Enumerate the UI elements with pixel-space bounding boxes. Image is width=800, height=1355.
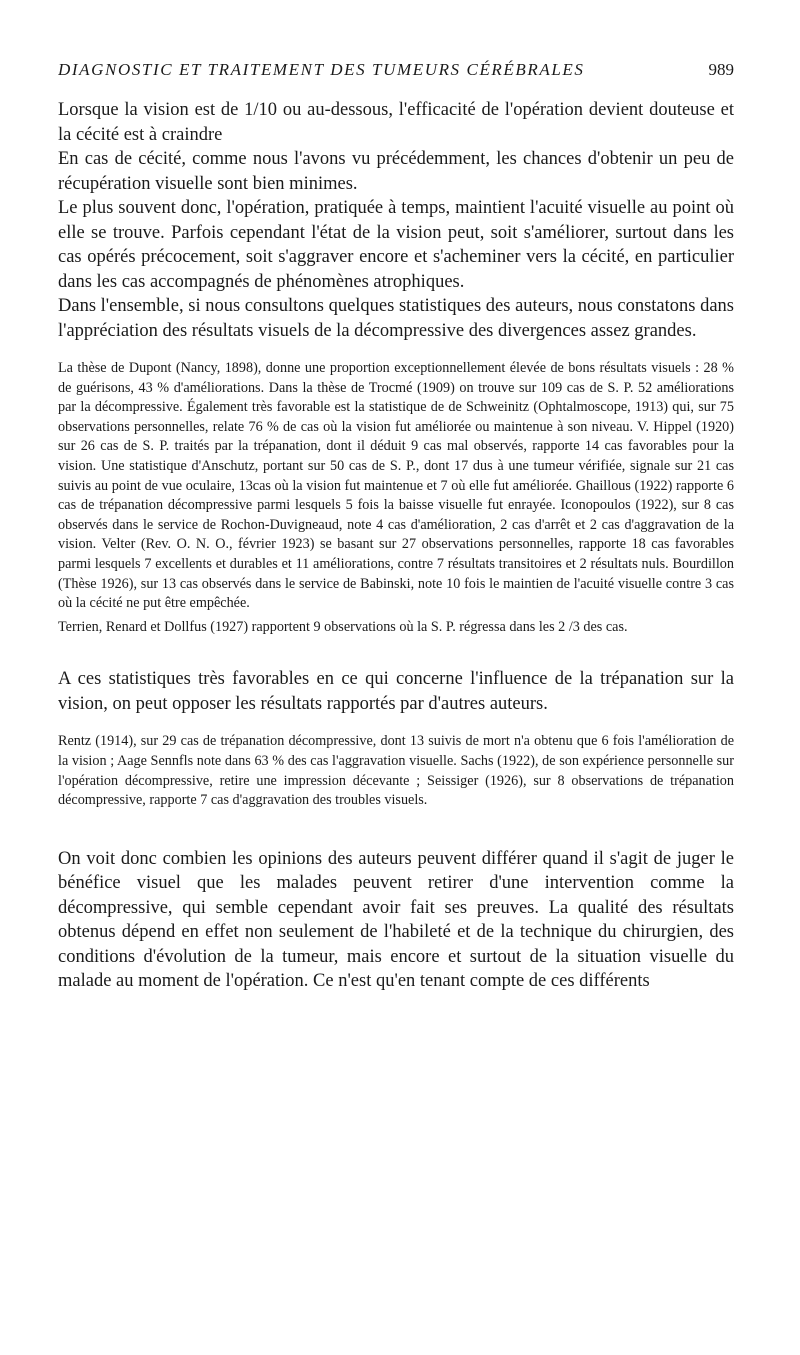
paragraph-statistics-intro: Dans l'ensemble, si nous consultons quelques statistiques des auteurs, nous constatons dans l'appréciation des résultats visuels de la décompressive des divergences assez grandes. bbox=[58, 296, 734, 341]
document-page bbox=[58, 60, 734, 1340]
running-header bbox=[58, 60, 734, 84]
page-number: 989 bbox=[708, 60, 734, 79]
paragraph-blindness-case: En cas de cécité, comme nous l'avons vu précédemment, les chances d'obtenir un peu de récupération visuelle sont bien minimes. bbox=[58, 149, 734, 194]
paragraph-operation-outcome: Le plus souvent donc, l'opération, pratiquée à temps, maintient l'acuité visuelle au point où elle se trouve. Parfois cependant l'état de la vision peut, soit s'améliorer, surtout dans les cas opérés précocement, soit s'aggraver encore et s'acheminer vers la cécité, en particulier dans les cas accompagnés de phénomènes atrophiques. bbox=[58, 198, 734, 292]
note-unfavorable-statistics: Rentz (1914), sur 29 cas de trépanation décompressive, dont 13 suivis de mort n'a obtenu que 6 fois l'amélioration de la vision ; Aage Sennfls note dans 63 % des cas l'aggravation visuelle. Sachs (1922), de son expérience personnelle sur l'opération décompressive, retire une impression décevante ; Seissiger (1926), sur 8 observations de trépanation décompressive, rapporte 7 cas d'aggravation des troubles visuels. bbox=[58, 733, 734, 809]
paragraph-opposing-results: A ces statistiques très favorables en ce qui concerne l'influence de la trépanation sur la vision, on peut opposer les résultats rapportés par d'autres auteurs. bbox=[58, 669, 734, 714]
paragraph-vision-threshold: Lorsque la vision est de 1/10 ou au-dessous, l'efficacité de l'opération devient douteuse et la cécité est à craindre bbox=[58, 100, 734, 145]
running-title: DIAGNOSTIC ET TRAITEMENT DES TUMEURS CÉRÉBRALES bbox=[58, 60, 585, 79]
paragraph-conclusion: On voit donc combien les opinions des auteurs peuvent différer quand il s'agit de juger le bénéfice visuel que les malades peuvent retirer d'une intervention comme la décompressive, qui semble cependant avoir fait ses preuves. La qualité des résultats obtenus dépend en effet non seulement de l'habileté et de la technique du chirurgien, des conditions d'évolution de la tumeur, mais encore et surtout de la situation visuelle du malade au moment de l'opération. Ce n'est qu'en tenant compte de ces différents bbox=[58, 848, 734, 992]
note-favorable-statistics: La thèse de Dupont (Nancy, 1898), donne une proportion exceptionnellement élevée de bons résultats visuels : 28 % de guérisons, 43 % d'améliorations. Dans la thèse de Trocmé (1909) on trouve sur 109 cas de S. P. 52 améliorations par la décompressive. Également très favorable est la statistique de de Schweinitz (Ophtalmoscope, 1913) qui, sur 75 observations personnelles, relate 76 % de cas où la vision fut améliorée ou maintenue à son niveau. V. Hippel (1920) sur 26 cas de S. P. traités par la trépanation, dont il déduit 9 cas mal observés, rapporte 14 cas favorables pour la vision. Une statistique d'Anschutz, portant sur 50 cas de S. P., dont 17 dus à une tumeur vérifiée, signale sur 21 cas suivis au point de vue oculaire, 13cas où la vision fut maintenue et 7 où elle fut améliorée. Ghaillous (1922) rapporte 6 cas de trépanation décompressive parmi lesquels 5 fois la baisse visuelle fut enrayée. Iconopoulos (1922), sur 8 cas observés dans le service de Rochon-Duvigneaud, note 4 cas d'amélioration, 2 cas d'arrêt et 2 cas d'aggravation de la vision. Velter (Rev. O. N. O., février 1923) se basant sur 27 observations personnelles, rapporte 18 cas favorables parmi lesquels 7 excellents et durables et 11 améliorations, contre 7 résultats transitoires et 2 résultats nuls. Bourdillon (Thèse 1926), sur 13 cas observés dans le service de Babinski, note 10 fois le maintien de l'acuité visuelle contre 3 cas où la cécité ne put être empêchée. bbox=[58, 360, 734, 612]
note-terrien-renard-dollfus: Terrien, Renard et Dollfus (1927) rapportent 9 observations où la S. P. régressa dans les 2 /3 des cas. bbox=[58, 618, 628, 635]
